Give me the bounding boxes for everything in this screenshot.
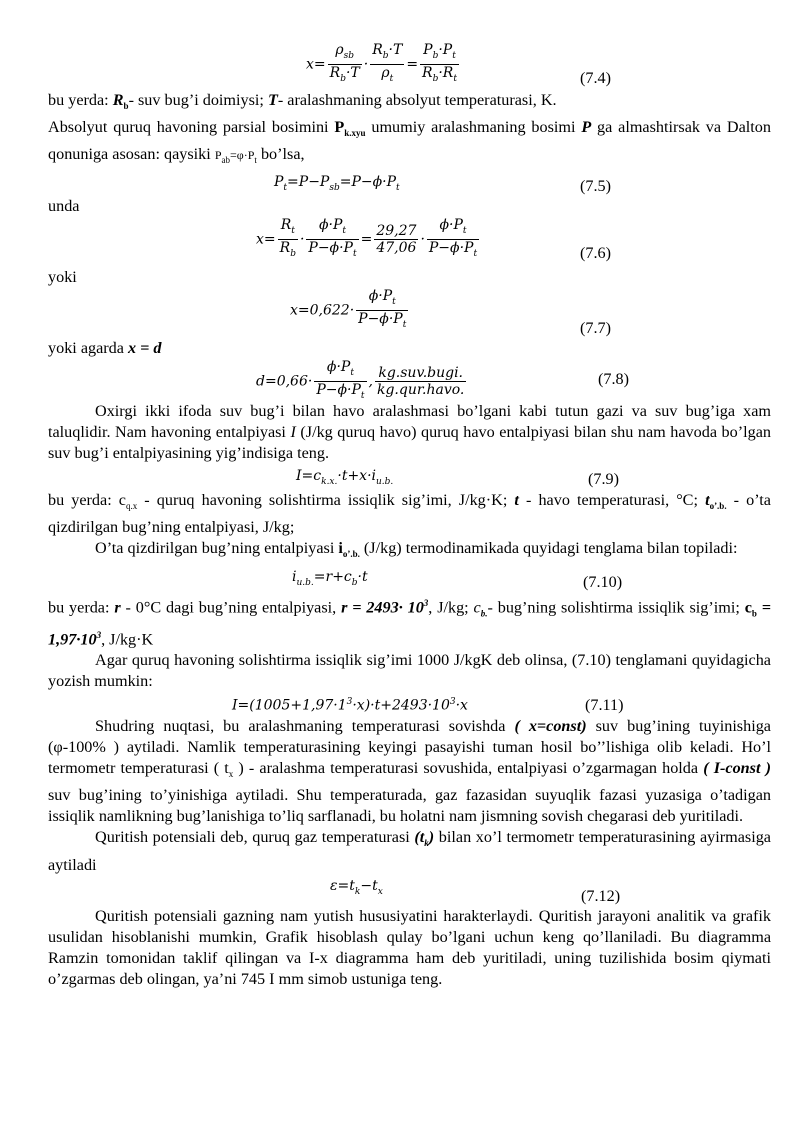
formula-7-8: d=0,66· $\frac{\phi\cdot P_t}{P-\phi\cdot P_t}$ , $\frac{\text{kg.suv.bugi.}}{\text{kg.qur.havo.}}$ — [256, 359, 468, 404]
equation-number: (7.8) — [598, 369, 630, 388]
equation-number: (7.6) — [580, 243, 612, 262]
equation-7-4 — [48, 38, 771, 90]
equation-7-9 — [48, 464, 771, 490]
equation-number: (7.4) — [580, 69, 612, 87]
equation-number: (7.11) — [585, 696, 624, 715]
equation-7-6 — [48, 217, 771, 267]
formula-7-9: $I=c_{k.x.}\cdot t+x\cdot i_{u.b.}$ — [296, 467, 394, 487]
formula-7-5: $P_t=P-P_{sb}=P-\phi\cdot P_t$ — [274, 173, 400, 193]
paragraph-definitions-2: bu yerda: $c_{q.x}$ - quruq havoning solishtirma issiqlik sig’imi, J/kg·K; t - havo temperaturasi, °C; $t_{o’.b.}$ - o’ta qizdirilgan bug’ning entalpiyasi, J/kg; — [48, 490, 771, 536]
document-page — [48, 38, 771, 990]
formula-7-12: $\varepsilon=t_k-t_x$ — [330, 877, 383, 897]
paragraph-definitions: bu yerda: $R_b-$ suv bug’i doimiysi; T- aralashmaning absolyut temperaturasi, K. Absolyut quruq havoning parsial bosimini $P_{k.xyu}$ umumiy aralashmaning bosimi P ga almashtirsak va Dalton qonuniga asosan: qaysiki $P_{ab}=\varphi\cdot P_t$ bo’lsa, — [48, 91, 771, 166]
paragraph-definitions-3: bu yerda: r - 0°C dagi bug’ning entalpiyasi, $r = 2493\cdot 10^3$, J/kg; $c_{b.}-$ bug’ning solishtirma issiqlik sig’imi; $c_b = 1,97\cdot 10^3$, J/kg·K — [48, 598, 771, 649]
equation-number: (7.10) — [583, 573, 623, 592]
paragraph-drying-potential: Quritish potensiali deb, quruq gaz temperaturasi $(t_k)$ bilan xo’l termometr temperaturasining ayirmasiga aytiladi — [48, 828, 771, 874]
equation-number: (7.9) — [588, 469, 620, 488]
formula-7-7: x=0,622· $\frac{\phi\cdot P_t}{P-\phi\cdot P_t}$ — [290, 288, 410, 333]
paragraph-superheated: O’ta qizdirilgan bug’ning entalpiyasi $i_{o’.b.}$ (J/kg) termodinamikada quyidagi tenglama bilan topiladi: — [95, 538, 738, 560]
equation-7-10 — [48, 565, 771, 593]
formula-7-4: x= $\frac{\rho_{sb}}{R_b\cdot T}$ · $\frac{R_b\cdot T}{\rho_t}$ = $\frac{P_b\cdot P_t}{R_b\cdot R_t}$ — [306, 42, 461, 87]
equation-number: (7.12) — [581, 886, 621, 905]
word-unda: unda — [48, 196, 80, 215]
equation-7-11 — [48, 692, 771, 716]
equation-7-7 — [48, 288, 771, 338]
word-yoki: yoki — [48, 267, 77, 286]
formula-7-6: x= $\frac{R_t}{R_b}$ · $\frac{\phi\cdot P_t}{P-\phi\cdot P_t}$ = $\frac{29,27}{47,06}$ · $\frac{\phi\cdot P_t}{P-\phi\cdot P_t}$ — [256, 217, 481, 262]
paragraph-diagram: Quritish potensiali gazning nam yutish hususiyatini harakterlaydi. Quritish jarayoni analitik va grafik usulidan hisoblanishi mumkin, Grafik hisoblash qulay bo’lgani uchun keng qo’llaniladi. Bu diagramma Ramzin tomonidan taklif qilingan va I-x diagramma ham deb yuritiladi, uning tuzilishida bosim qiymati o’zgarmas deb olingan, ya’ni 745 I mm simob ustuniga teng. — [48, 906, 771, 988]
equation-7-5 — [48, 172, 771, 196]
paragraph-enthalpy: Oxirgi ikki ifoda suv bug’i bilan havo aralashmasi bo’lgani kabi tutun gazi va suv bug’iga xam taluqlidir. Nam havoning entalpiyasi I (J/kg quruq havo) quruq havo entalpiyasi bilan shu nam havoda bo’lgan suv bug’i entalpiyasining yig’indisiga teng. — [48, 401, 771, 462]
formula-7-10: $i_{u.b.}=r+c_b\cdot t$ — [292, 569, 368, 588]
equation-number: (7.5) — [580, 176, 612, 195]
paragraph-dew-point: Shudring nuqtasi, bu aralashmaning temperaturasi sovishda ( x=const) suv bug’ining tuyinishiga (φ-100% ) aytiladi. Namlik temperaturasining keyingi pasayishi tuman hosil bo’’lishiga olib keladi. Ho’l termometr temperaturasi ( $t_x$ ) - aralashma temperaturasi sovushida, entalpiyasi o’zgarmagan holda ( I-const ) suv bug’ining to’yinishiga aytiladi. Shu temperaturada, gaz fazasidan suyuqlik fazasi yuzasiga o’tadigan issiqlik namlikning bug’lanishiga to’liq sarflanadi, bu holatni nam jismning sovish chegarasi deb yuritiladi. — [48, 717, 771, 826]
equation-number: (7.7) — [580, 318, 612, 337]
equation-7-8 — [48, 359, 771, 401]
equation-7-12 — [48, 876, 771, 906]
formula-7-11: $I=(1005+1,97\cdot 1^3\cdot x)\cdot t+2493\cdot 10^3\cdot x$ — [232, 697, 468, 714]
paragraph-simplify: Agar quruq havoning solishtirma issiqlik sig’imi 1000 J/kgK deb olinsa, (7.10) tenglamani quyidagicha yozish mumkin: — [48, 651, 771, 691]
line-yoki-agarda: yoki agarda x = d — [48, 338, 162, 357]
